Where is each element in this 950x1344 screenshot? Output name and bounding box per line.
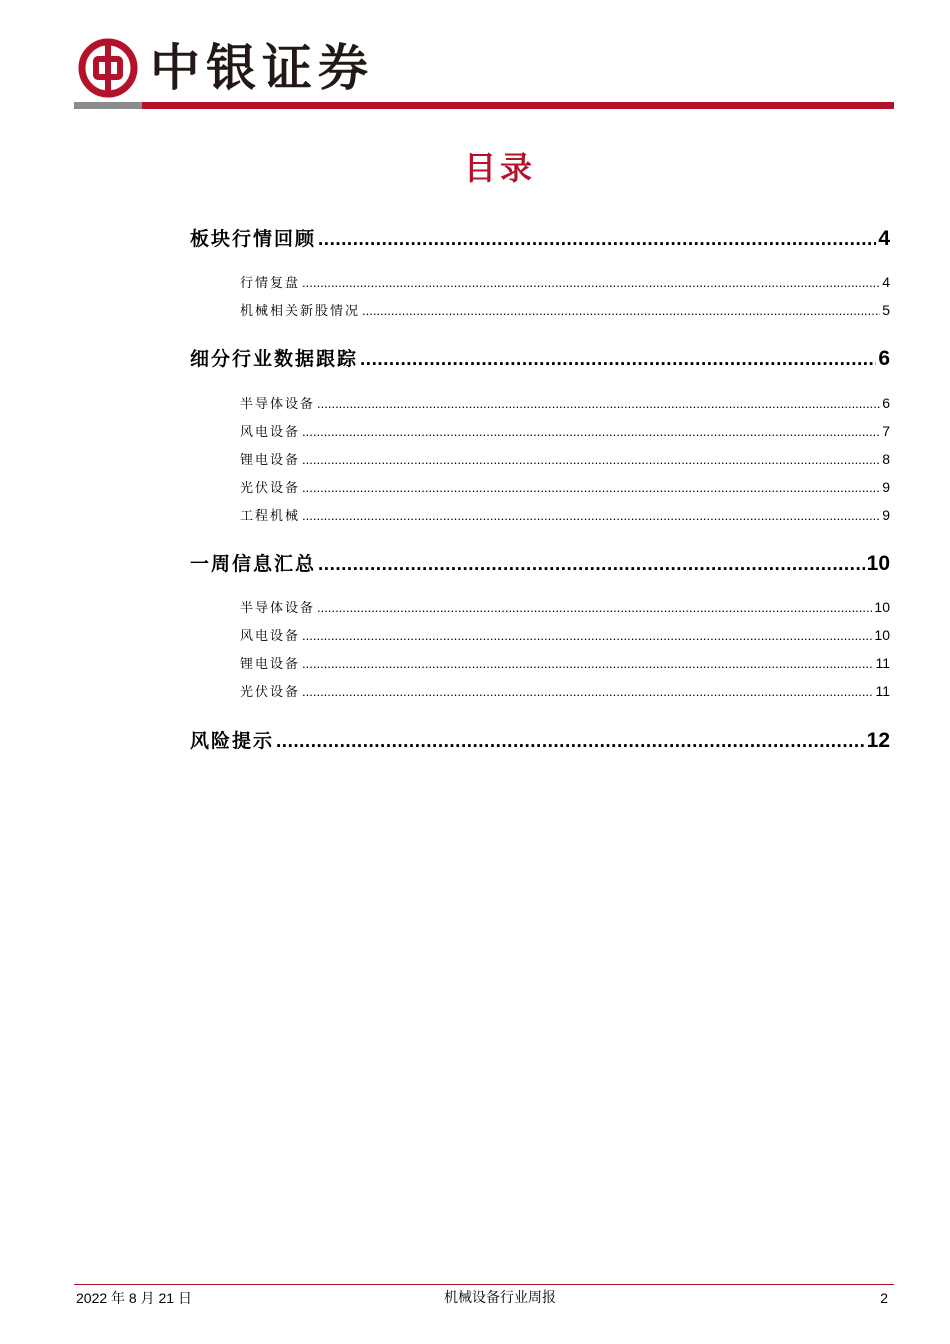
toc-entry-label: 锂电设备 <box>240 657 301 672</box>
toc-leader-dots <box>317 394 880 414</box>
toc-leader-dots <box>318 552 865 578</box>
toc-entry-page: 6 <box>882 395 890 411</box>
toc-entry-label: 风电设备 <box>240 629 301 644</box>
toc-entry-label: 工程机械 <box>240 509 301 524</box>
bank-of-china-logo-icon <box>78 38 138 98</box>
toc-entry-page: 10 <box>866 552 890 575</box>
toc-entry-subsection[interactable] <box>240 597 890 617</box>
toc-leader-dots <box>318 227 876 253</box>
toc-leader-dots <box>302 506 880 526</box>
toc-entry-subsection[interactable] <box>240 653 890 673</box>
toc-entry-page: 12 <box>866 729 890 752</box>
toc-entry-label: 光伏设备 <box>240 481 301 496</box>
toc-entry-subsection[interactable] <box>240 477 890 497</box>
toc-entry-page: 9 <box>882 479 890 495</box>
toc-entry-page: 11 <box>875 655 890 671</box>
toc-leader-dots <box>302 626 872 646</box>
toc-entry-label: 半导体设备 <box>240 397 316 412</box>
toc-entry-subsection[interactable] <box>240 393 890 413</box>
toc-leader-dots <box>302 654 873 674</box>
toc-entry-page: 9 <box>882 507 890 523</box>
toc-title: 目录 <box>463 149 536 187</box>
toc-entry-section[interactable] <box>190 551 890 577</box>
footer-report-title: 机械设备行业周报 <box>444 1290 556 1306</box>
toc-entry-label: 板块行情回顾 <box>190 228 317 250</box>
toc-entry-label: 细分行业数据跟踪 <box>190 348 359 370</box>
toc-leader-dots <box>302 682 873 702</box>
footer-date: 2022 年 8 月 21 日 <box>76 1290 192 1306</box>
toc-entry-page: 10 <box>874 627 890 643</box>
toc-leader-dots <box>276 729 865 755</box>
toc-entry-section[interactable] <box>190 346 890 372</box>
toc-entry-page: 10 <box>874 599 890 615</box>
toc-entry-label: 风电设备 <box>240 425 301 440</box>
header-rule-gray <box>74 102 142 109</box>
toc-entry-subsection[interactable] <box>240 625 890 645</box>
toc-leader-dots <box>302 450 880 470</box>
toc-entry-label: 机械相关新股情况 <box>240 304 361 319</box>
toc-entry-page: 5 <box>882 302 890 318</box>
toc-entry-subsection[interactable] <box>240 421 890 441</box>
toc-entry-subsection[interactable] <box>240 300 890 320</box>
toc-leader-dots <box>302 478 880 498</box>
toc-leader-dots <box>362 301 880 321</box>
toc-leader-dots <box>317 598 872 618</box>
toc-entry-label: 光伏设备 <box>240 685 301 700</box>
toc-leader-dots <box>302 422 880 442</box>
page-header <box>0 0 950 112</box>
toc-leader-dots <box>302 273 880 293</box>
toc-entry-page: 4 <box>882 274 890 290</box>
toc-entry-subsection[interactable] <box>240 449 890 469</box>
toc-entry-label: 锂电设备 <box>240 453 301 468</box>
toc-entry-section[interactable] <box>190 226 890 252</box>
toc-entry-page: 7 <box>882 423 890 439</box>
toc-entry-page: 4 <box>878 227 890 250</box>
footer-page-number: 2 <box>880 1290 888 1306</box>
toc-entry-subsection[interactable] <box>240 272 890 292</box>
header-rule-red <box>142 102 894 109</box>
toc-entry-page: 8 <box>882 451 890 467</box>
brand-name: 中银证券 <box>150 38 374 97</box>
toc-entry-label: 半导体设备 <box>240 601 316 616</box>
toc-entry-label: 行情复盘 <box>240 276 301 291</box>
footer-rule <box>74 1284 894 1285</box>
toc-entry-page: 6 <box>878 347 890 370</box>
toc-entry-page: 11 <box>875 683 890 699</box>
toc-entry-label: 风险提示 <box>190 730 275 752</box>
toc-entry-subsection[interactable] <box>240 681 890 701</box>
toc-entry-label: 一周信息汇总 <box>190 553 317 575</box>
toc-leader-dots <box>360 347 876 373</box>
toc-entry-subsection[interactable] <box>240 505 890 525</box>
toc-entry-section[interactable] <box>190 728 890 754</box>
